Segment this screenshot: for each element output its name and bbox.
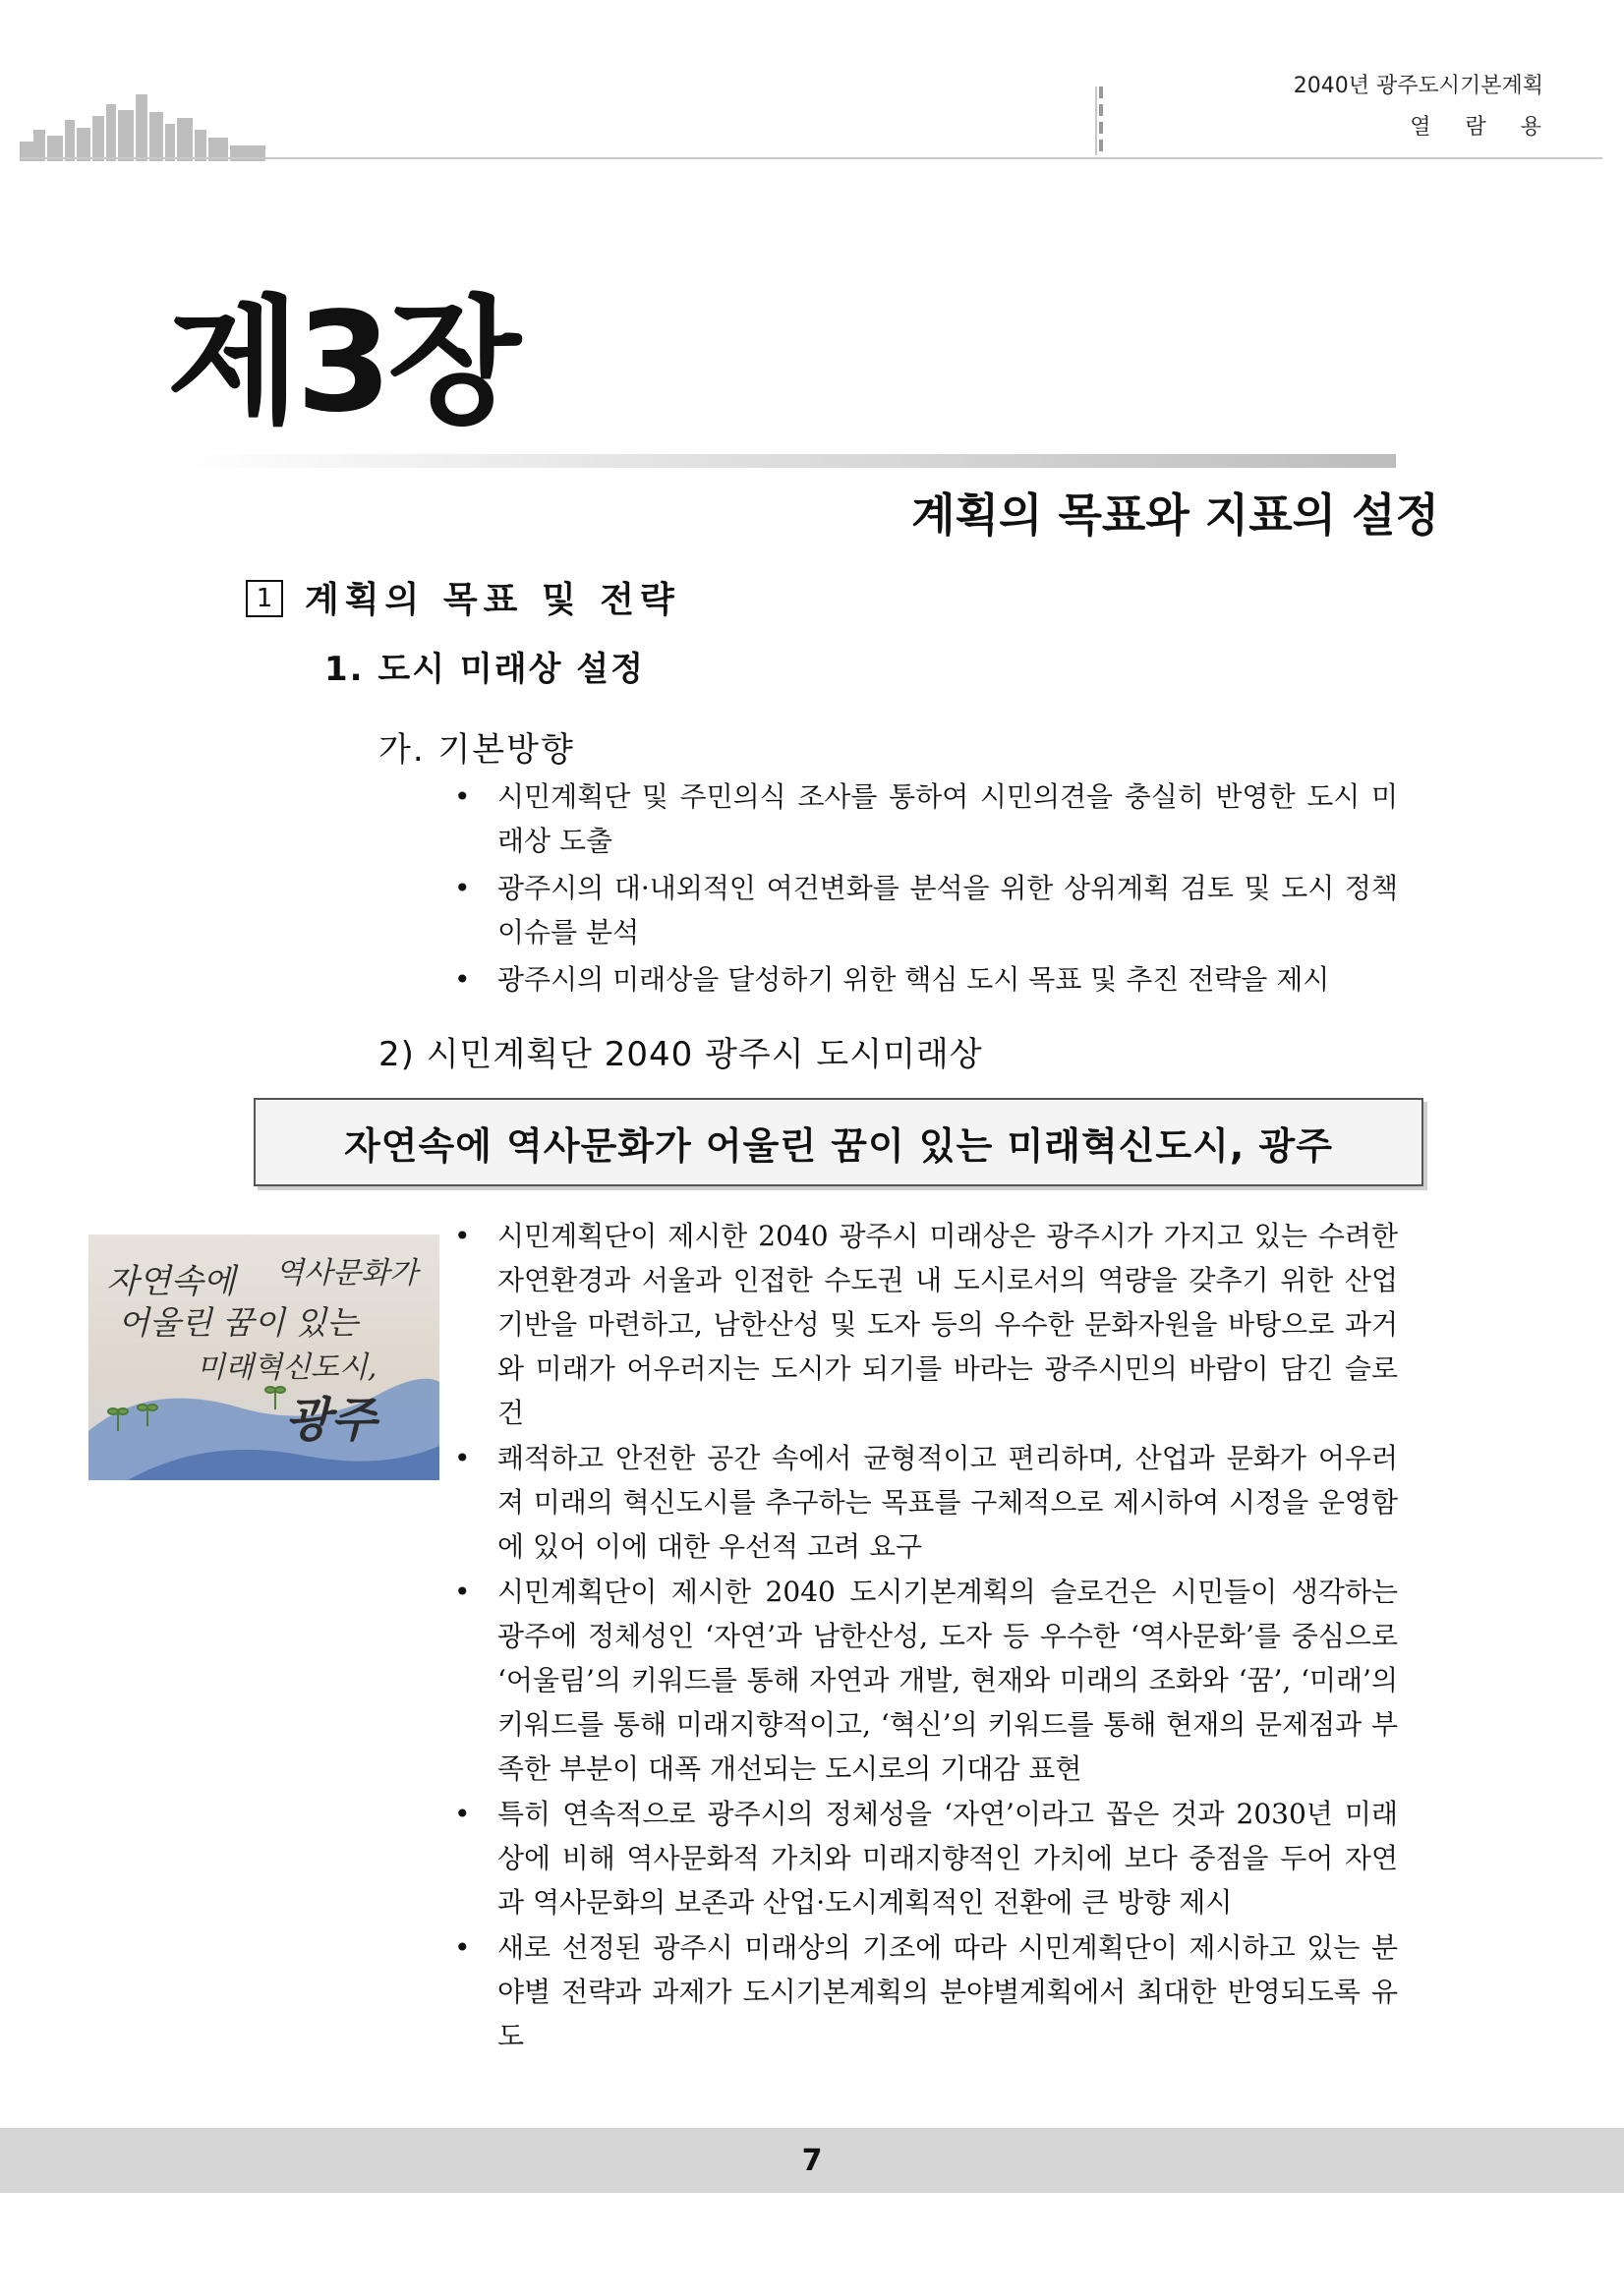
chapter-number: 제3장 (167, 283, 517, 443)
calligraphy-line: 자연속에 (106, 1262, 236, 1301)
chapter-title: 계획의 목표와 지표의 설정 (911, 488, 1439, 542)
list-item: • 특히 연속적으로 광주시의 정체성을 ‘자연’이라고 꼽은 것과 2030년 미래상에 비해 역사문화적 가치와 미래지향적인 가치에 보다 중점을 두어 자연과 역사문화의 보존과 산업·도시계획적인 전환에 큰 방향 제시 (454, 1792, 1398, 1924)
subsection-heading: 1. 도시 미래상 설정 (324, 650, 645, 689)
list-item: • 광주시의 미래상을 달성하기 위한 핵심 도시 목표 및 추진 전략을 제시 (454, 957, 1398, 1002)
citizen-vision-list (454, 1214, 1398, 2059)
basic-direction-list (454, 775, 1398, 1004)
section-title: 계획의 목표 및 전략 (305, 580, 680, 620)
list-item: • 시민계획단이 제시한 2040 도시기본계획의 슬로건은 시민들이 생각하는 광주에 정체성인 ‘자연’과 남한산성, 도자 등 우수한 ‘역사문화’를 중심으로 ‘어울림’의 키워드를 통해 자연과 개발, 현재와 미래의 조화와 ‘꿈’, ‘미래’의 키워드를 통해 미래지향적이고, ‘혁신’의 키워드를 통해 현재의 문제점과 부족한 부분이 대폭 개선되는 도시로의 기대감 표현 (454, 1570, 1398, 1791)
skyline-graphic (20, 90, 265, 161)
calligraphy-image (88, 1234, 439, 1480)
calligraphy-line: 미래혁신도시, (197, 1350, 377, 1385)
page-number: 7 (801, 2143, 823, 2178)
footer-bar (0, 2128, 1624, 2193)
calligraphy-line: 역사문화가 (275, 1256, 418, 1291)
slogan-text: 자연속에 역사문화가 어울린 꿈이 있는 미래혁신도시, 광주 (344, 1123, 1333, 1168)
document-title: 2040년 광주도시기본계획 (1293, 74, 1543, 98)
basic-direction-heading: 가. 기본방향 (378, 730, 575, 770)
list-item: • 시민계획단이 제시한 2040 광주시 미래상은 광주시가 가지고 있는 수려한 자연환경과 서울과 인접한 수도권 내 도시로서의 역량을 갖추기 위한 산업 기반을 마련하고, 남한산성 및 도자 등의 우수한 문화자원을 바탕으로 과거와 미래가 어우러지는 도시가 되기를 바라는 광주시민의 바람이 담긴 슬로건 (454, 1214, 1398, 1435)
calligraphy-line: 광주 (285, 1393, 377, 1448)
section-heading (246, 572, 680, 622)
section-number-box: 1 (246, 580, 283, 617)
header-rule (20, 157, 1602, 159)
header-divider (1095, 86, 1103, 155)
citizen-vision-heading: 2) 시민계획단 2040 광주시 도시미래상 (378, 1035, 983, 1074)
calligraphy-line: 어울린 꿈이 있는 (118, 1303, 359, 1342)
list-item: • 새로 선정된 광주시 미래상의 기조에 따라 시민계획단이 제시하고 있는 분야별 전략과 과제가 도시기본계획의 분야별계획에서 최대한 반영되도록 유도 (454, 1925, 1398, 2058)
chapter-title-bar (177, 454, 1396, 468)
document-subtitle: 열 람 용 (1410, 115, 1555, 140)
list-item: • 광주시의 대·내외적인 여건변화를 분석을 위한 상위계획 검토 및 도시 정책 이슈를 분석 (454, 866, 1398, 954)
slogan-box (254, 1098, 1423, 1186)
list-item: • 시민계획단 및 주민의식 조사를 통하여 시민의견을 충실히 반영한 도시 미래상 도출 (454, 775, 1398, 863)
list-item: • 쾌적하고 안전한 공간 속에서 균형적이고 편리하며, 산업과 문화가 어우러져 미래의 혁신도시를 추구하는 목표를 구체적으로 제시하여 시정을 운영함에 있어 이에 대한 우선적 고려 요구 (454, 1436, 1398, 1569)
